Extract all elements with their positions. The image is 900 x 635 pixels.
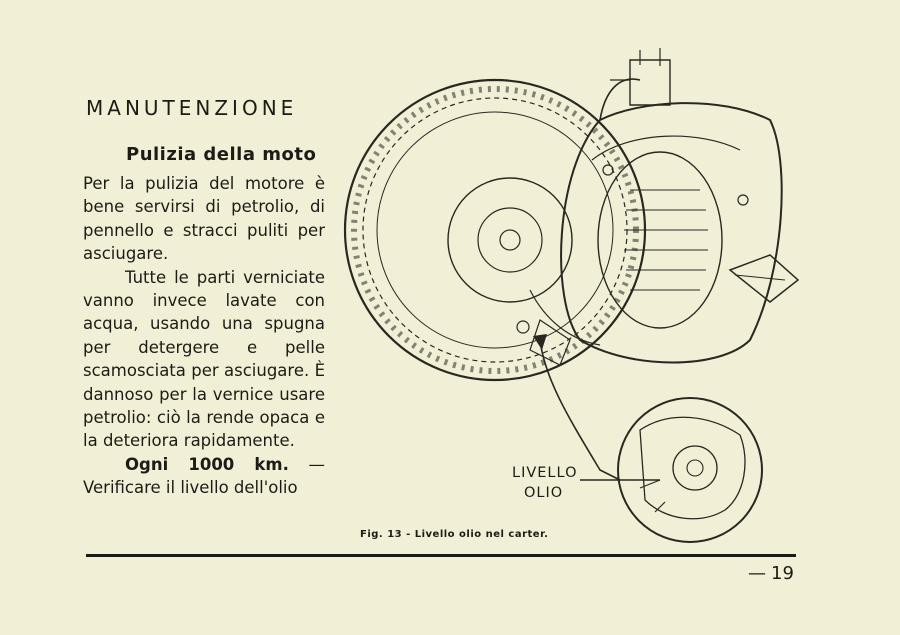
- page-number: [748, 563, 794, 584]
- kickstarter-drawing: [730, 255, 798, 302]
- engine-cover-drawing: [561, 103, 782, 362]
- paragraph-1000km: [83, 453, 325, 500]
- hub-drawing: [448, 178, 572, 302]
- carburettor-drawing: [600, 48, 670, 120]
- maintenance-interval: Ogni 1000 km.: [125, 454, 289, 474]
- paragraph-cleaning-engine: Per la pulizia del motore è bene servirsi di petrolio, di pennello e stracci puliti per asciugare.: [83, 174, 325, 264]
- callout-arrowhead: [533, 334, 547, 350]
- tyre-drawing: [345, 80, 645, 380]
- callout-label-oil: OLIO: [524, 485, 564, 501]
- paragraph-painted-parts: Tutte le parti verniciate vanno invece lavate con acqua, usando una spugna per detergere e pelle scamosciata per asciugare. È dannoso per la vernice usare petrolio: ciò la rende opaca e la deteriora rapidamente.: [83, 267, 325, 451]
- figure-caption: Fig. 13 - Livello olio nel carter.: [360, 529, 549, 540]
- callout-label-level: LIVELLO: [512, 465, 578, 481]
- maintenance-instruction: — Verificare il livello dell'olio: [83, 454, 325, 498]
- footer-rule: [86, 554, 796, 557]
- oil-level-inset: [580, 398, 762, 542]
- section-title: MANUTENZIONE: [86, 96, 298, 120]
- body-text: [83, 172, 325, 500]
- page-number-value: 19: [771, 563, 794, 584]
- subtitle: Pulizia della moto: [126, 144, 317, 165]
- page-number-dash: —: [748, 563, 765, 584]
